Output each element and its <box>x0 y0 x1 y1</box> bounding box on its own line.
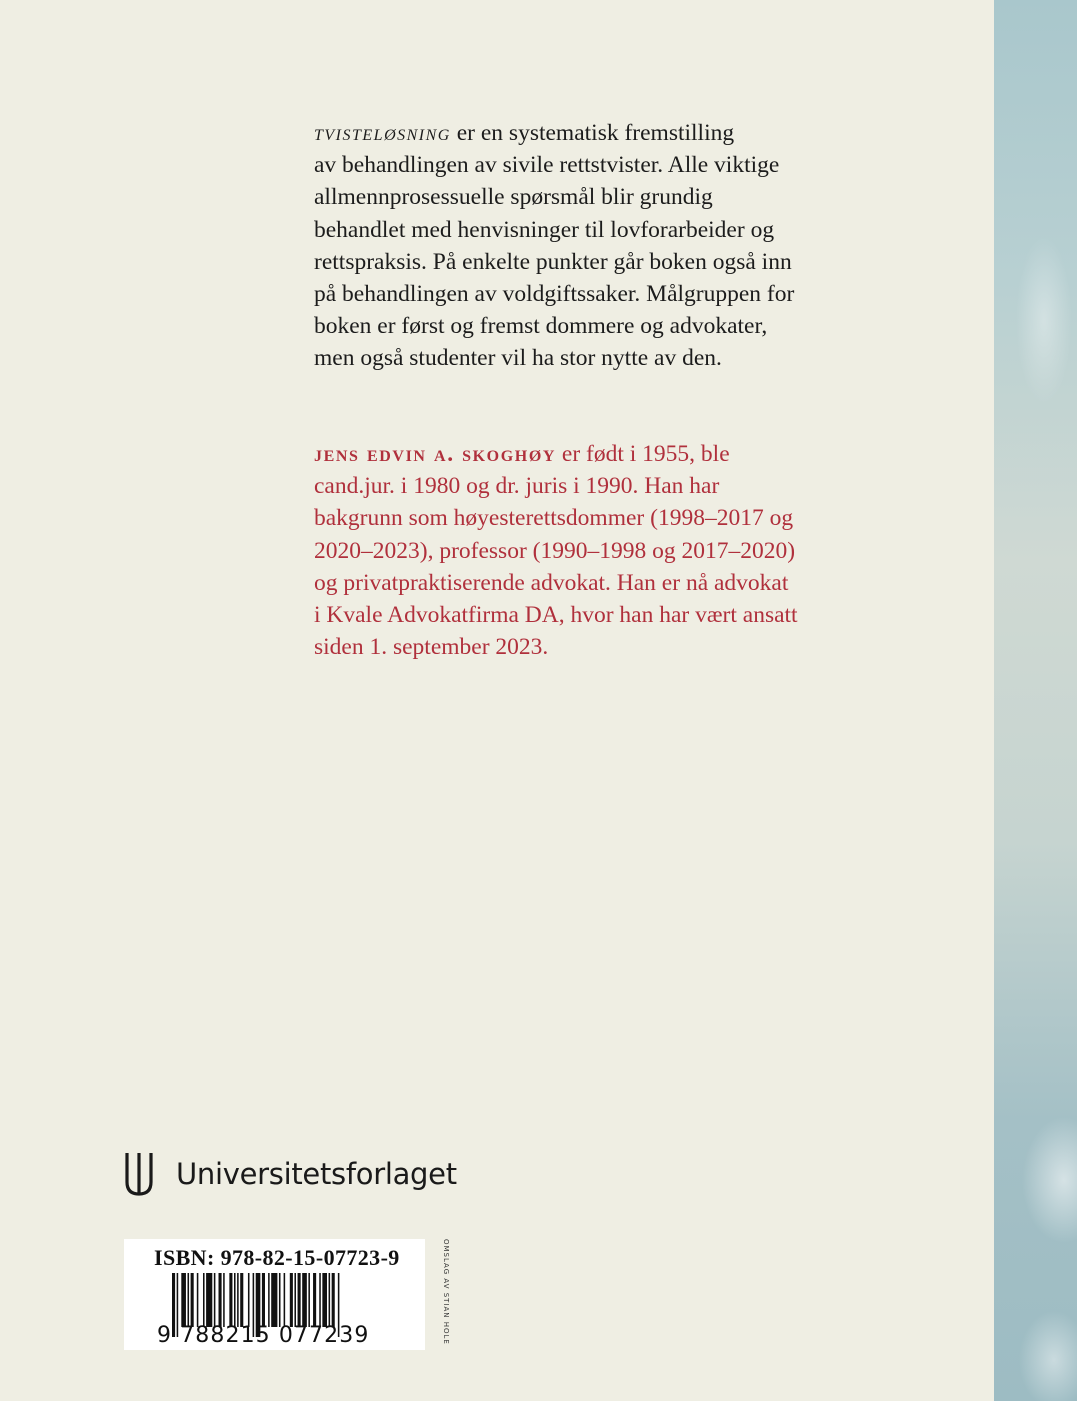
barcode-bar <box>188 1273 190 1327</box>
book-description-text: er en systematisk fremstilling av behandlingen av sivile rettstvister. Alle viktige allmennprosessuelle spørsmål blir grundig behandlet med henvisninger til lovforarbeider og rettspraksis. På enkelte punkter går boken også inn på behandlingen av voldgiftssaker. Målgruppen for boken er først og fremst dommere og advokater, men også studenter vil ha stor nytte av den. <box>314 120 795 372</box>
barcode-bar <box>197 1273 199 1327</box>
barcode-bar <box>229 1273 232 1327</box>
barcode-bar <box>329 1273 331 1327</box>
isbn-label: ISBN: 978-82-15-07723-9 <box>154 1245 400 1270</box>
barcode-bar <box>191 1273 194 1327</box>
barcode-bar <box>290 1273 293 1327</box>
author-bio <box>314 438 834 663</box>
front-cover-edge-image <box>994 0 1077 1401</box>
barcode-bar <box>248 1273 250 1327</box>
barcode-bar <box>219 1273 222 1327</box>
cover-credit: OMSLAG AV STIAN HOLE <box>442 1239 450 1345</box>
barcode-bar <box>206 1273 212 1327</box>
barcode-bar <box>302 1273 307 1327</box>
barcode-bar <box>262 1273 265 1327</box>
isbn-barcode <box>124 1239 425 1350</box>
barcode-bar <box>181 1273 186 1327</box>
barcode-digits: 9 788215 077239 <box>157 1323 370 1348</box>
barcode-bar <box>319 1273 321 1327</box>
publisher-name: Universitetsforlaget <box>176 1157 457 1191</box>
barcode-bar <box>294 1273 296 1327</box>
author-bio-text: er født i 1955, ble cand.jur. i 1980 og dr. juris i 1990. Han har bakgrunn som høyesterettsdommer (1998–2017 og 2020–2023), professor (1990–1998 og 2017–2020) og privatpraktiserende advokat. Han er nå advokat i Kvale Advokatfirma DA, hvor han har vært ansatt siden 1. september 2023. <box>314 441 798 661</box>
author-name: jens edvin a. skoghøy <box>314 441 557 467</box>
barcode-bar <box>322 1273 327 1327</box>
barcode-bar <box>332 1273 335 1327</box>
barcode-bar <box>203 1273 205 1327</box>
publisher-u-logo-icon <box>124 1152 154 1196</box>
barcode-bar <box>279 1273 281 1327</box>
book-description <box>314 117 834 375</box>
book-title-inline: tvisteløsning <box>314 120 451 146</box>
barcode-bar <box>214 1273 216 1327</box>
barcode-bar <box>240 1273 243 1327</box>
barcode-bar <box>298 1273 301 1327</box>
barcode-bar <box>223 1273 225 1327</box>
barcode-bar <box>308 1273 310 1327</box>
barcode-bar <box>237 1273 239 1327</box>
barcode-bar <box>234 1273 236 1327</box>
barcode-bar <box>271 1273 277 1327</box>
barcode-bar <box>313 1273 316 1327</box>
publisher-mark <box>124 1152 457 1196</box>
barcode-bar <box>268 1273 270 1327</box>
barcode-bar <box>284 1273 286 1327</box>
